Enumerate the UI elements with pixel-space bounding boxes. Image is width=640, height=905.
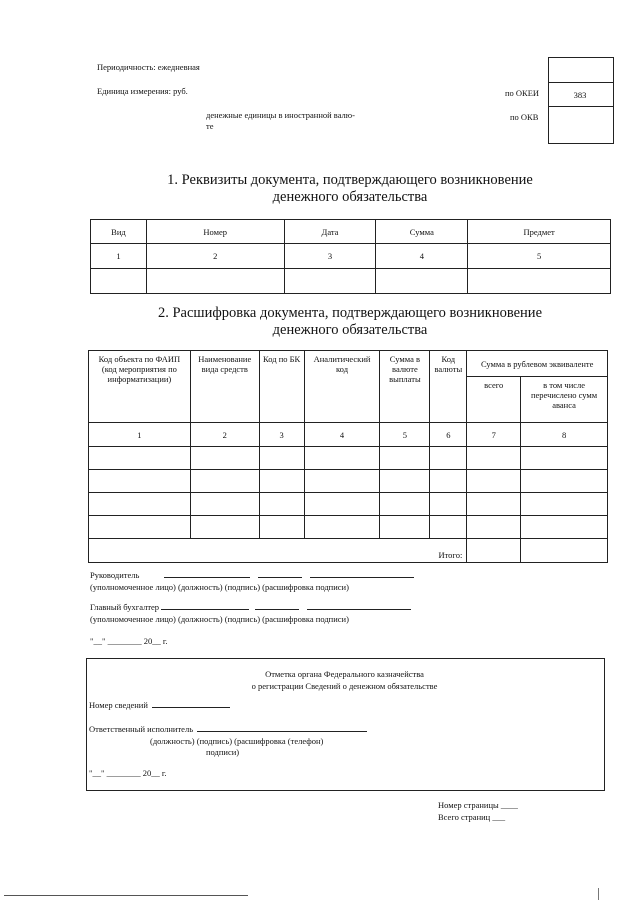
document-details-table xyxy=(90,219,611,294)
header-cell: Сумма xyxy=(376,220,468,244)
number-cell: 3 xyxy=(284,244,376,269)
scan-mark xyxy=(598,888,599,900)
column-number-row xyxy=(89,423,608,447)
foreign-currency-line1: денежные единицы в иностранной валю- xyxy=(206,110,355,120)
treasury-title-line1: Отметка органа Федерального казначейства xyxy=(265,669,424,679)
foreign-currency-line2: те xyxy=(206,121,214,131)
header-funds-type: Наименование вида средств xyxy=(190,351,259,423)
okv-label: по ОКВ xyxy=(510,112,539,122)
executor-hint-line2: подписи) xyxy=(206,747,240,757)
accountant-signature-hint: (уполномоченное лицо) (должность) (подпись) (расшифровка подписи) xyxy=(90,614,349,624)
section1-title-line2: денежного обязательства xyxy=(272,189,428,205)
header-ruble-equivalent: Сумма в рублевом эквиваленте xyxy=(467,351,608,377)
table-row xyxy=(89,447,608,470)
head-label: Руководитель xyxy=(90,570,140,580)
number-cell: 5 xyxy=(468,244,611,269)
head-signature-hint: (уполномоченное лицо) (должность) (подпись) (расшифровка подписи) xyxy=(90,582,349,592)
header-cell: Предмет xyxy=(468,220,611,244)
header-faip-code: Код объекта по ФАИП (код мероприятия по информатизации) xyxy=(89,351,191,423)
table-row xyxy=(89,470,608,493)
number-cell: 2 xyxy=(190,423,259,447)
treasury-date: "__" ________ 20__ г. xyxy=(89,768,167,778)
bottom-edge-line xyxy=(4,895,248,896)
record-number-label: Номер сведений xyxy=(89,700,148,710)
page-number: Номер страницы ____ xyxy=(438,800,518,810)
number-cell: 1 xyxy=(89,423,191,447)
table-header-row xyxy=(89,351,608,377)
number-cell: 2 xyxy=(146,244,284,269)
column-number-row xyxy=(91,244,611,269)
header-analytic-code: Аналитический код xyxy=(304,351,380,423)
table-header-row xyxy=(91,220,611,244)
signature-date: "__" ________ 20__ г. xyxy=(90,636,168,646)
header-bk-code: Код по БК xyxy=(259,351,304,423)
treasury-title-line2: о регистрации Сведений о денежном обязательстве xyxy=(251,681,438,691)
table-row xyxy=(89,493,608,516)
head-signature xyxy=(90,570,414,581)
section2-title-line1: 2. Расшифровка документа, подтверждающего возникновение xyxy=(157,305,543,321)
header-cell: Номер xyxy=(146,220,284,244)
header-cell: Дата xyxy=(284,220,376,244)
accountant-signature xyxy=(90,602,411,613)
executor-hint-line1: (должность) (подпись) (расшифровка (телефон) xyxy=(150,736,324,746)
total-row xyxy=(89,539,608,563)
number-cell: 5 xyxy=(380,423,430,447)
header-currency-code: Код валюты xyxy=(430,351,467,423)
document-breakdown-table xyxy=(88,350,608,563)
okei-code: 383 xyxy=(573,90,587,100)
header-payment-sum: Сумма в валюте выплаты xyxy=(380,351,430,423)
okei-label: по ОКЕИ xyxy=(505,88,540,98)
executor xyxy=(89,724,367,735)
executor-label: Ответственный исполнитель xyxy=(89,724,194,734)
unit-of-measure: Единица измерения: руб. xyxy=(97,86,188,96)
total-label: Итого: xyxy=(89,539,467,563)
number-cell: 1 xyxy=(91,244,147,269)
header-total: всего xyxy=(467,377,521,423)
number-cell: 4 xyxy=(304,423,380,447)
table-row xyxy=(89,516,608,539)
record-number xyxy=(89,700,230,711)
total-pages: Всего страниц ___ xyxy=(438,812,506,822)
header-advance: в том числе перечислено сумм аванса xyxy=(521,377,608,423)
number-cell: 3 xyxy=(259,423,304,447)
periodicity: Периодичность: ежедневная xyxy=(97,62,200,72)
header-cell: Вид xyxy=(91,220,147,244)
section1-title-line1: 1. Реквизиты документа, подтверждающего возникновение xyxy=(167,172,533,188)
number-cell: 8 xyxy=(521,423,608,447)
table-row xyxy=(91,269,611,294)
number-cell: 6 xyxy=(430,423,467,447)
section2-title-line2: денежного обязательства xyxy=(272,322,428,338)
number-cell: 7 xyxy=(467,423,521,447)
number-cell: 4 xyxy=(376,244,468,269)
accountant-label: Главный бухгалтер xyxy=(90,602,160,612)
